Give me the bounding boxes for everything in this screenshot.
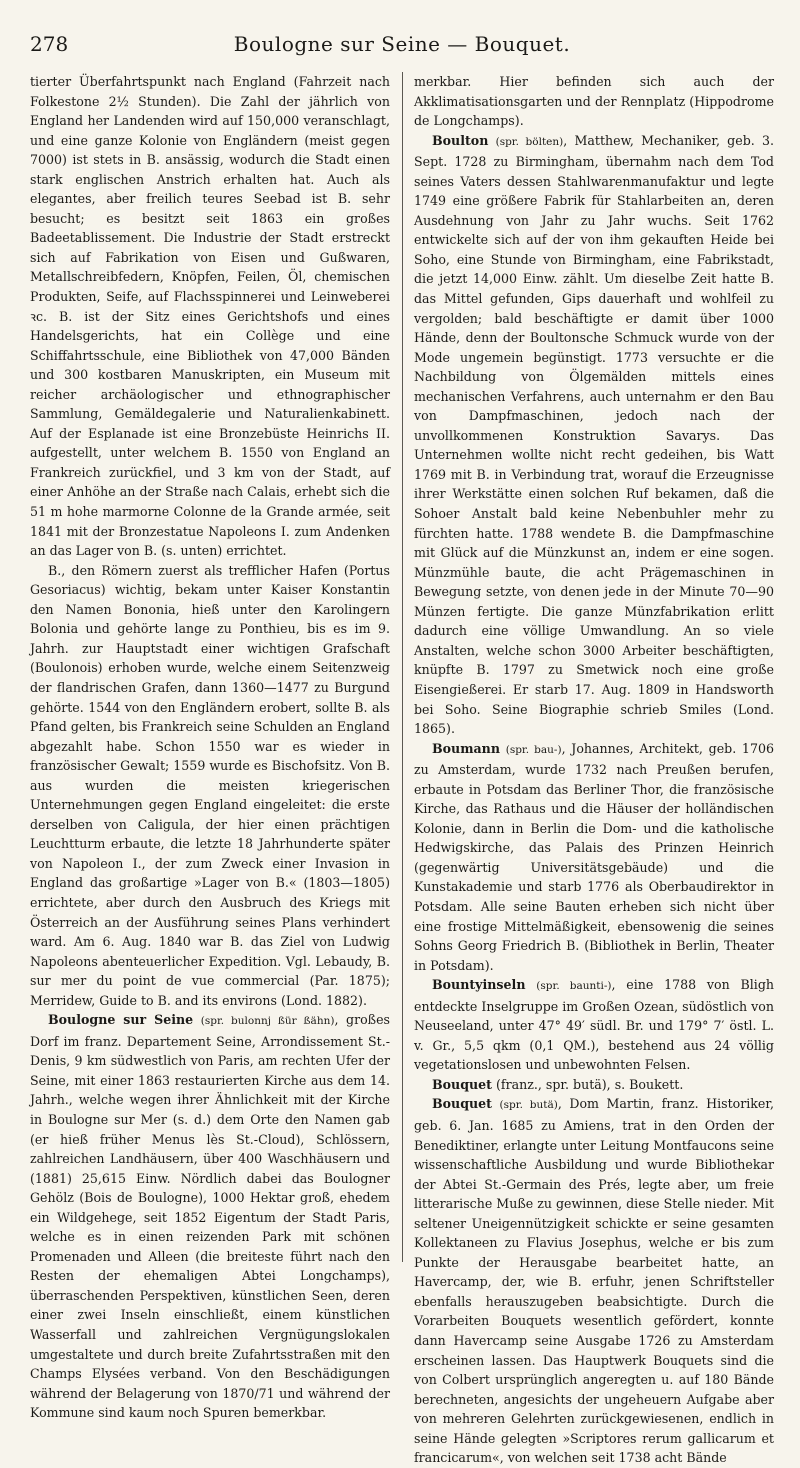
continued-paragraph: merkbar. Hier befinden sich auch der Akklimatisationsgarten und der Rennplatz (Hippodrome de Longchamps). bbox=[414, 74, 774, 129]
entry-body: , großes Dorf im franz. Departement Seine, Arrondissement St.-Denis, 9 km südwestlich von Paris, am rechten Ufer der Seine, mit einer 1863 restaurierten Kirche aus dem 14. Jahrh., welche wegen ihrer Ähnlichkeit mit der Kirche in Boulogne sur Mer (s. d.) dem Orte den Namen gab (er hieß früher Menus lès St.-Cloud), Schlössern, zahlreichen Landhäusern, über 400 Waschhäusern und (1881) 25,615 Einw. Nördlich dabei das Boulogner Gehölz (Bois de Boulogne), 1000 Hektar groß, ehedem ein Wildgehege, seit 1852 Eigentum der Stadt Paris, welche es in einen reizenden Park mit schönen Promenaden und Alleen (die breiteste führt nach den Resten der ehemaligen Abtei Longchamps), überraschenden Perspektiven, künstlichen Seen, deren einer zwei Inseln einschließt, einem künstlichen Wasserfall und zahlreichen Vergnügungslokalen umgestaltete und durch breite Zufahrtsstraßen mit den Champs Elysées verband. Von den Beschädigungen während der Belagerung von 1870/71 und während der Kommune sind kaum noch Spuren bemerkbar. bbox=[30, 1012, 391, 1421]
page-header bbox=[30, 26, 774, 62]
headword: Boulogne sur Seine bbox=[48, 1012, 194, 1028]
entry-bountyinseln bbox=[414, 975, 774, 1075]
entry-boulton bbox=[414, 131, 774, 739]
pronunciation: (spr. baunti-) bbox=[536, 980, 612, 993]
column-divider bbox=[402, 72, 403, 1262]
pronunciation: (spr. bulonnj ßür ßähn) bbox=[200, 1015, 335, 1028]
headword: Boulton bbox=[432, 132, 489, 148]
entry-body: , eine 1788 von Bligh entdeckte Inselgruppe im Großen Ozean, südöstlich von Neuseeland, unter 47° 49′ südl. Br. und 179° 7′ östl. L. v. Gr., 5,5 qkm (0,1 QM.), bestehend aus 24 völlig vegetationslosen und unbewohnten Felsen. bbox=[414, 977, 774, 1073]
running-title: Boulogne sur Seine — Bouquet. bbox=[233, 32, 571, 56]
entry-body: , Dom Martin, franz. Historiker, geb. 6. Jan. 1685 zu Amiens, trat in den Orden der Benediktiner, erlangte unter Leitung Montfaucons seine wissenschaftliche Ausbildung und wurde Bibliothekar der Abtei St.-Germain des Prés, legte aber, um freie litterarische Muße zu gewinnen, diese Stelle nieder. Mit seltener Uneigennützigkeit schickte er seine gesamten Kollektaneen zu Flavius Josephus, welche er bis zum Punkte der Herausgabe bearbeitet hatte, an Havercamp, der, wie B. erfuhr, jenen Schriftsteller ebenfalls herauszugeben beabsichtigte. Durch die Vorarbeiten Bouquets wesentlich gefördert, konnte dann Havercamp seine Ausgabe 1726 zu Amsterdam erscheinen lassen. Das Hauptwerk Bouquets sind die von Colbert ursprünglich angeregten u. auf 180 Bände berechneten, angesichts der ungeheuern Aufgabe aber von mehreren Gelehrten zurückgewiesenen, endlich in seine Hände gelegten »Scriptores rerum gallicarum et francicarum«, von welchen seit 1738 acht Bände bbox=[414, 1096, 775, 1466]
pronunciation: (spr. bölten) bbox=[495, 135, 564, 148]
pronunciation: (spr. bau-) bbox=[505, 743, 562, 756]
page-number: 278 bbox=[30, 32, 69, 56]
entry-body: , Matthew, Mechaniker, geb. 3. Sept. 1728 zu Birmingham, übernahm nach dem Tod seines Vaters dessen Stahlwarenmanufaktur und legte 1749 eine größere Fabrik für Stahlarbeiten an, deren Ausdehnung von Jahr zu Jahr wuchs. Seit 1762 entwickelte sich auf der von ihm gekauften Heide bei Soho, eine Stunde von Birmingham, eine Fabrikstadt, die jetzt 14,000 Einw. zählt. Um dieselbe Zeit hatte B. das Mittel gefunden, Gips dauerhaft und wohlfeil zu vergolden; bald beschäftigte er damit über 1000 Hände, denn der Boultonsche Schmuck wurde von der Mode ungemein begünstigt. 1773 versuchte er die Nachbildung von Ölgemälden mittels eines mechanischen Verfahrens, auch unternahm er den Bau von Dampfmaschinen, jedoch nach der unvollkommenen Konstruktion Savarys. Das Unternehmen wollte nicht recht gedeihen, bis Watt 1769 mit B. in Verbindung trat, worauf die Erzeugnisse ihrer Werkstätte einen solchen Ruf bekamen, daß die Sohoer Anstalt bald keine Nebenbuhler mehr zu fürchten hatte. 1788 wendete B. die Dampfmaschine mit Glück auf die Münzkunst an, indem er eine sogen. Münzmühle baute, die acht Prägemaschinen in Bewegung setzte, von denen jede in der Minute 70—90 Münzen fertigte. Die ganze Münzfabrikation erlitt dadurch eine völlige Umwandlung. An so viele Anstalten, welche schon 3000 Arbeiter beschäftigten, knüpfte B. 1797 zu Smetwick noch eine große Eisengießerei. Er starb 17. Aug. 1809 in Handsworth bei Soho. Seine Biographie schrieb Smiles (Lond. 1865). bbox=[414, 132, 775, 737]
pronunciation: (spr. butä) bbox=[499, 1099, 558, 1112]
history-paragraph: B., den Römern zuerst als trefflicher Hafen (Portus Gesoriacus) wichtig, bekam unter Kaiser Konstantin den Namen Bononia, hieß unter den Karolingern Bolonia und gehörte lange zu Ponthieu, bis es im 9. Jahrh. zur Hauptstadt einer wichtigen Grafschaft (Boulonois) erhoben wurde, welche einem Seitenzweig der flandrischen Grafen, dann 1360—1477 zu Burgund gehörte. 1544 von den Engländern erobert, sollte B. als Pfand gelten, bis Frankreich seine Schulden an England abgezahlt habe. Schon 1550 war es wieder in französischer Gewalt; 1559 wurde es Bischofsitz. Von B. aus wurden die meisten kriegerischen Unternehmungen gegen England eingeleitet: die erste derselben von Caligula, der hier einen prächtigen Leuchtturm erbaute, die letzte 18 Jahrhunderte später von Napoleon I., der zum Zweck einer Invasion in England das großartige »Lager von B.« (1803—1805) errichtete, aber durch den Ausbruch des Kriegs mit Österreich an der Ausführung seines Plans verhindert ward. Am 6. Aug. 1840 war B. das Ziel von Ludwig Napoleons abenteuerlicher Expedition. Vgl. Lebaudy, B. sur mer du point de vue commercial (Par. 1875); Merridew, Guide to B. and its environs (Lond. 1882). bbox=[30, 562, 390, 1008]
entry-body: , Johannes, Architekt, geb. 1706 zu Amsterdam, wurde 1732 nach Preußen berufen, erbaute in Potsdam das Berliner Thor, die französische Kirche, das Rathaus und die Häuser der holländischen Kolonie, dann in Berlin die Dom- und die katholische Hedwigskirche, das Palais des Prinzen Heinrich (gegenwärtig Universitätsgebäude) und die Kunstakademie und starb 1776 als Oberbaudirektor in Potsdam. Alle seine Bauten erheben sich nicht über eine frostige Mittelmäßigkeit, ebensowenig die seines Sohns Georg Friedrich B. (Bibliothek in Berlin, Theater in Potsdam). bbox=[414, 740, 774, 973]
headword: Bountyinseln bbox=[432, 977, 526, 993]
left-column bbox=[30, 72, 391, 1421]
continued-paragraph: tierter Überfahrtspunkt nach England (Fahrzeit nach Folkestone 2½ Stunden). Die Zahl der jährlich von England her Landenden wird auf 150,000 veranschlagt, und eine ganze Kolonie von Engländern (meist gegen 7000) ist stets in B. ansässig, wodurch die Stadt einen stark englischen Anstrich erhalten hat. Auch als elegantes, aber freilich teures Seebad ist B. sehr besucht; es besitzt seit 1863 ein großes Badeetablissement. Die Industrie der Stadt erstreckt sich auf Fabrikation von Eisen und Gußwaren, Metallschreibfedern, Knöpfen, Feilen, Öl, chemischen Produkten, Seife, auf Flachsspinnerei und Leinweberei ꝛc. B. ist der Sitz eines Gerichtshofs und eines Handelsgerichts, hat ein Collège und eine Schiffahrtsschule, eine Bibliothek von 47,000 Bänden und 300 kostbaren Manuskripten, ein Museum mit reicher archäologischer und ethnographischer Sammlung, Gemäldegalerie und Naturalienkabinett. Auf der Esplanade ist eine Bronzebüste Heinrichs II. aufgestellt, unter welchem B. 1550 von England an Frankreich zurückfiel, und 3 km von der Stadt, auf einer Anhöhe an der Straße nach Calais, erhebt sich die 51 m hohe marmorne Colonne de la Grande armée, seit 1841 mit der Bronzestatue Napoleons I. zum Andenken an das Lager von B. (s. unten) errichtet. bbox=[30, 74, 390, 559]
headword: Bouquet bbox=[432, 1076, 492, 1092]
entry-boulogne-sur-seine bbox=[30, 1010, 390, 1422]
headword: Bouquet bbox=[432, 1096, 492, 1112]
right-column bbox=[414, 72, 775, 1466]
entry-bouquet-martin bbox=[414, 1094, 774, 1467]
text-columns bbox=[30, 72, 775, 1466]
headword: Boumann bbox=[432, 740, 500, 756]
entry-boumann bbox=[414, 739, 774, 976]
entry-bouquet-franz bbox=[414, 1075, 774, 1095]
entry-body: (franz., spr. butä), s. Boukett. bbox=[492, 1076, 684, 1092]
